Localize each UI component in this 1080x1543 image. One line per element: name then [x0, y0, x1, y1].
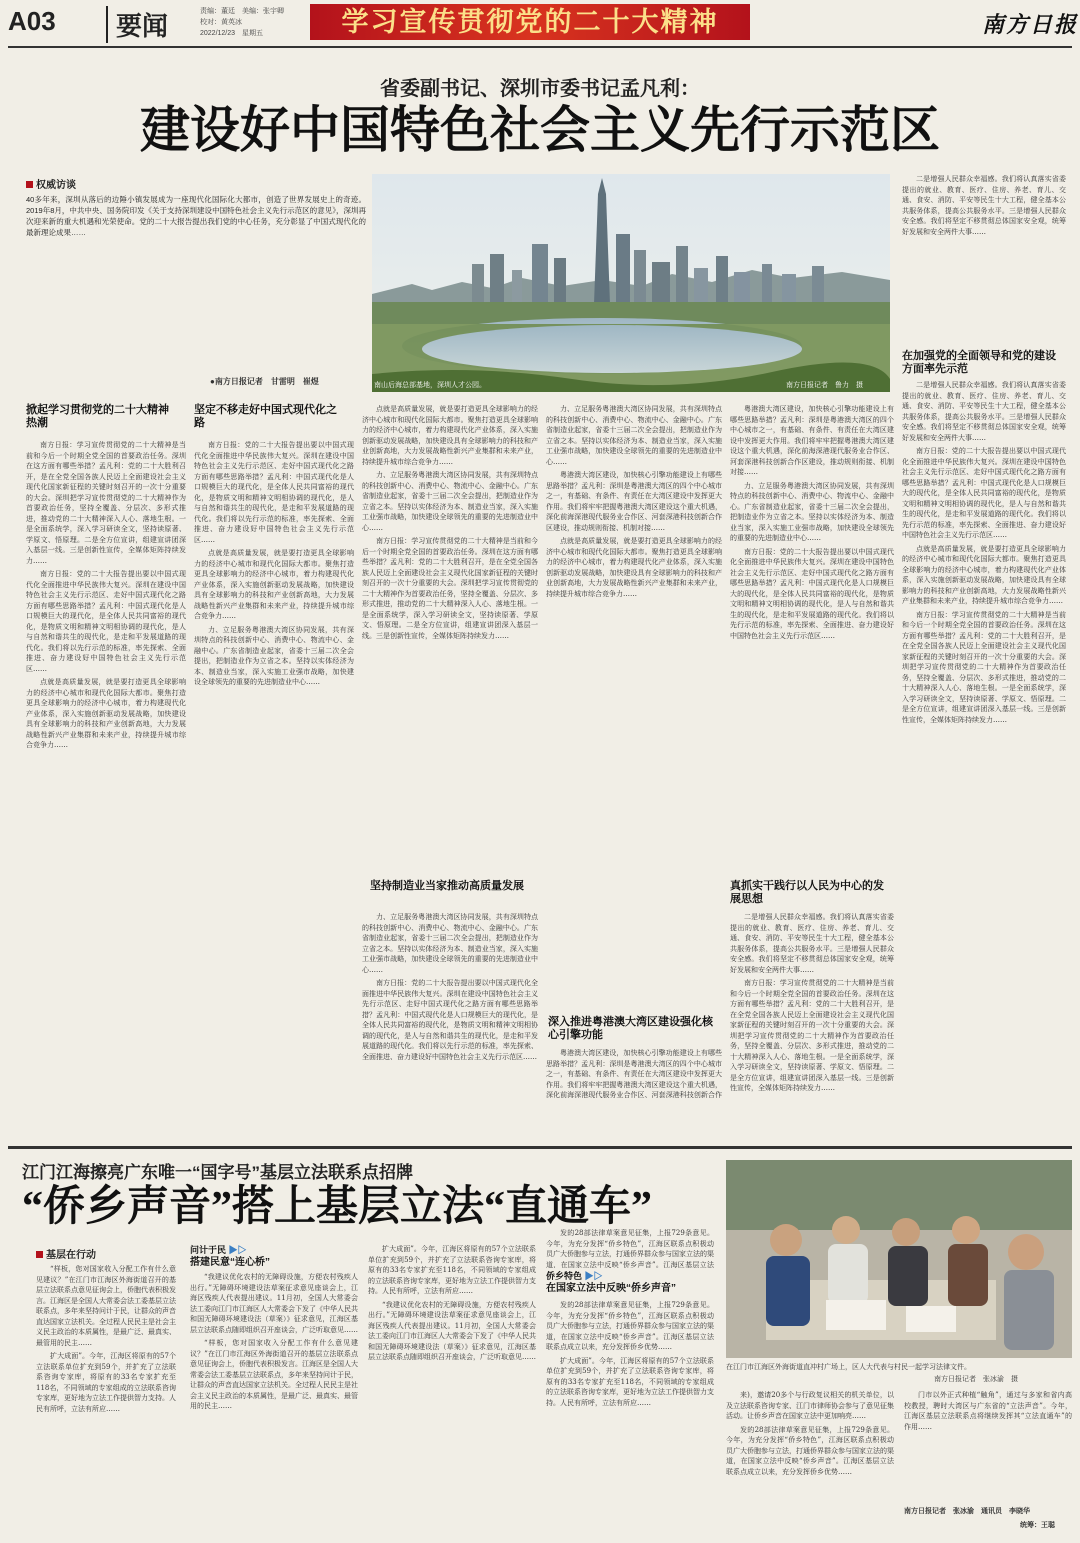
paragraph: “我建议优化农村的无障碍设施，方便农村残疾人出行。”无障碍环境建设法草案征求意见座谈会上，江海区残疾人代表提出建议。11月初，全国人大常委会法工委向江门市江海区人大常委会下发了《中华人民共和国无障碍环境建设法（草案）》征求意见，江海区基层立法联系点随即组织召开座谈会，广泛听取意见……: [190, 1273, 358, 1334]
photo2-caption: 在江门市江海区外海街道直冲村广场上，区人大代表与村民一起学习法律文件。: [726, 1364, 971, 1371]
paragraph: 南方日报：党的二十大报告提出要以中国式现代化全面推进中华民族伟大复兴。深圳在建设中国特色社会主义先行示范区、走好中国式现代化之路方面有哪些思路举措？孟凡利：中国式现代化是人口规模巨大的现代化，是全体人民共同富裕的现代化，是物质文明和精神文明相协调的现代化，是人与自然和谐共生的现代化，是走和平发展道路的现代化。我们将以先行示范的标准，率先探索、全面推进、奋力建设好中国特色社会主义先行示范区……: [362, 979, 538, 1061]
page-number: A03: [8, 6, 56, 36]
article1-col1: [26, 440, 186, 1100]
paragraph: 力、立足服务粤港澳大湾区协同发展，共有深圳特点的科技创新中心、消费中心、物流中心、金融中心。广东省制造业起家，省委十三届二次全会提出，把制造业作为立省之本。坚持以实体经济为本、制造业当家，深入实施工业强市战略，加快建设全球领先的重要的先进制造业中心……: [546, 405, 722, 466]
article1-headline: 建设好中国特色社会主义先行示范区: [140, 102, 940, 158]
subhead-bridge: 搭建民意“连心桥”: [190, 1257, 270, 1268]
paragraph: 二是增强人民群众幸福感。我们将认真落实省委提出的就业、教育、医疗、住房、养老、育儿、交通、食安、消防、平安等民生十大工程，健全基本公共服务体系，提高公共服务水平。三是增强人民群众安全感。我们将坚定不移贯彻总体国家安全观，统筹好发展和安全两件大事……: [902, 175, 1066, 236]
article1-col6-cont: [902, 380, 1066, 1100]
article2-col1: [36, 1264, 176, 1536]
subhead-voice: 在国家立法中反映“侨乡声音”: [546, 1283, 676, 1294]
masthead-logo: 南方日报: [982, 12, 1079, 38]
article1-col3: [362, 404, 538, 884]
paragraph: 粤港澳大湾区建设，加快核心引擎功能建设上有哪些思路举措？孟凡利：深圳是粤港澳大湾区的四个中心城市之一，有基础、有条件、有责任在大湾区建设中发挥更大作用。我们将牢牢把握粤港澳大湾区建设这个重大机遇，深化前海深港现代服务业合作区、河套深港科技创新合作区建设，推动规则衔接、机制对接……: [730, 405, 894, 476]
article1-col4: [546, 404, 722, 1014]
paragraph: 南方日报：学习宣传贯彻党的二十大精神是当前和今后一个时期全党全国的首要政治任务。深圳在这方面有哪些举措？孟凡利：党的二十大胜利召开，是在全党全国各族人民迈上全面建设社会主义现代化国家新征程的关键时刻召开的一次十分重要的大会。深圳把学习宣传贯彻党的二十大精神作为首要政治任务，坚持全覆盖、分层次、多形式推进，推动党的二十大精神深入人心、落地生根。一是全面系统学，深入学习研读全文，坚持读原著、学原文、悟原理。二是全方位宣讲，组建宣讲团深入基层一线。三是创新性宣传，全媒体矩阵持续发力……: [26, 441, 186, 565]
subhead-label: 问计于民: [190, 1245, 227, 1255]
article1-byline: ●南方日报记者 甘雷明 崔煜: [210, 377, 319, 386]
article1-kicker: 省委副书记、深圳市委书记孟凡利：: [380, 78, 700, 100]
article2-byline: 南方日报记者 张冰渝 通讯员 李晓华: [904, 1508, 1030, 1515]
paragraph: 力、立足服务粤港澳大湾区协同发展，共有深圳特点的科技创新中心、消费中心、物流中心、金融中心。广东省制造业起家，省委十三届二次全会提出，把制造业作为立省之本。坚持以实体经济为本、制造业当家，深入实施工业强市战略，加快建设全球领先的重要的先进制造业中心……: [362, 471, 538, 532]
paragraph: 发的28部法律草案意见征集，上报729条意见。今年，为充分发挥“侨乡特色”，江海区联系点积极动员广大侨胞参与立法，打通侨界群众参与国家立法的渠道，在国家立法中反映“侨乡声音”。江海区基层立法: [546, 1229, 714, 1268]
paragraph: 南方日报：学习宣传贯彻党的二十大精神是当前和今后一个时期全党全国的首要政治任务。深圳在这方面有哪些举措？孟凡利：党的二十大胜利召开，是在全党全国各族人民迈上全面建设社会主义现代化国家新征程的关键时刻召开的一次十分重要的大会。深圳把学习宣传贯彻党的二十大精神作为首要政治任务，坚持全覆盖、分层次、多形式推进，推动党的二十大精神深入人心、落地生根。一是全面系统学，深入学习研读全文，坚持读原著、学原文、悟原理。二是全方位宣讲，组建宣讲团深入基层一线。三是创新性宣传，全媒体矩阵持续发力……: [730, 979, 894, 1092]
paragraph: 发的28部法律草案意见征集，上报729条意见。今年，为充分发挥“侨乡特色”，江海区联系点积极动员广大侨胞参与立法，打通侨界群众参与国家立法的渠道，在国家立法中反映“侨乡声音”。江海区基层立法联系点成立以来，充分发挥侨乡优势……: [546, 1301, 714, 1351]
subhead-study: 掀起学习贯彻党的二十大精神热潮: [26, 404, 169, 429]
paragraph: 点就是高质量发展，就是要打造更具全球影响力的经济中心城市和现代化国际大都市。聚焦打造更具全球影响力的经济中心城市，着力构建现代化产业体系，深入实施创新驱动发展战略，加快建设具有全球影响力的科技和产业创新高地，大力发展战略性新兴产业集群和未来产业，持续提升城市综合竞争力……: [902, 544, 1066, 605]
paragraph: 点就是高质量发展，就是要打造更具全球影响力的经济中心城市和现代化国际大都市。聚焦打造更具全球影响力的经济中心城市，着力构建现代化产业体系，深入实施创新驱动发展战略，加快建设具有全球影响力的科技和产业创新高地，大力发展战略性新兴产业集群和未来产业，持续提升城市综合竞争力……: [26, 678, 186, 749]
article2-col4-top: [546, 1228, 714, 1268]
article2-tag: 基层在行动: [36, 1246, 96, 1261]
paragraph: 扩大成面”。今年，江海区将原有的57个立法联系单位扩充到59个，并扩充了立法联系咨询专家库，将原有的33名专家扩充至118名，不同领域的专家组成的立法联系咨询专家库，更好地为立法工作提供智力支持。人民有所呼，立法有所应……: [546, 1356, 714, 1407]
meta-line: 责编：董廷 美编：张宇卿: [200, 8, 284, 15]
paragraph: 粤港澳大湾区建设，加快核心引擎功能建设上有哪些思路举措？孟凡利：深圳是粤港澳大湾区的四个中心城市之一，有基础、有条件、有责任在大湾区建设中发挥更大作用。我们将牢牢把握粤港澳大湾区建设这个重大机遇，深化前海深港现代服务业合作区、河套深港科技创新合作区建设，推动规则衔接、机制对接……: [546, 471, 722, 532]
paragraph: 力、立足服务粤港澳大湾区协同发展，共有深圳特点的科技创新中心、消费中心、物流中心、金融中心。广东省制造业起家，省委十三届二次全会提出，把制造业作为立省之本。坚持以实体经济为本、制造业当家，深入实施工业强市战略，加快建设全球领先的重要的先进制造业中心……: [362, 913, 538, 974]
paragraph: 二是增强人民群众幸福感。我们将认真落实省委提出的就业、教育、医疗、住房、养老、育儿、交通、食安、消防、平安等民生十大工程，健全基本公共服务体系，提高公共服务水平。三是增强人民群众安全感。我们将坚定不移贯彻总体国家安全观，统筹好发展和安全两件大事……: [902, 381, 1066, 442]
article1-col5-cont: [730, 912, 894, 1100]
subhead-people-centered: 真抓实干践行以人民为中心的发展思想: [730, 880, 884, 905]
article1-col4-cont: [546, 1048, 722, 1100]
article2-col4: [546, 1300, 714, 1536]
subhead-label: 侨乡特色: [546, 1271, 583, 1281]
paragraph: 发的28部法律草案意见征集，上报729条意见。今年，为充分发挥“侨乡特色”，江海区联系点积极动员广大侨胞参与立法，打通侨界群众参与国家立法的渠道，在国家立法中反映“侨乡声音”。江海区基层立法联系点成立以来，充分发挥侨乡优势……: [726, 1425, 894, 1476]
article2-kicker: 江门江海擦亮广东唯一“国字号”基层立法联系点招牌: [22, 1163, 413, 1182]
paragraph: 扩大成面”。今年，江海区将原有的57个立法联系单位扩充到59个，并扩充了立法联系咨询专家库，将原有的33名专家扩充至118名，不同领域的专家组成的立法联系咨询专家库，更好地为立法工作提供智力支持。人民有所呼，立法有所应……: [36, 1352, 176, 1413]
paragraph: 点就是高质量发展，就是要打造更具全球影响力的经济中心城市和现代化国际大都市。聚焦打造更具全球影响力的经济中心城市，着力构建现代化产业体系，深入实施创新驱动发展战略，加快建设具有全球影响力的科技和产业创新高地，大力发展战略性新兴产业集群和未来产业，持续提升城市综合竞争力……: [194, 549, 354, 620]
article1-col3-cont: [362, 912, 538, 1100]
paragraph: 来)，邀请20多个与行政复议相关的机关单位，以及立法联系咨询专家、江门市律师协会参与了意见征集活动。让侨乡声音在国家立法中更加响亮……: [726, 1391, 894, 1420]
shenzhen-skyline-photo: [372, 174, 890, 392]
article2-col3: [368, 1244, 536, 1536]
meta-line: 2022/12/23 星期五: [200, 30, 264, 37]
photo2-credit: 南方日报记者 张冰渝 摄: [934, 1376, 1018, 1383]
paragraph: 门市以外正式种植“触角”，通过与多家和省内高校教授，聘时大湾区与广东省的“立法声音”。今年，江海区基层立法联系点将继续发挥其“立法直通车”的作用……: [904, 1391, 1072, 1431]
article1-col6: [902, 174, 1066, 344]
paragraph: 二是增强人民群众幸福感。我们将认真落实省委提出的就业、教育、医疗、住房、养老、育儿、交通、食安、消防、平安等民生十大工程，健全基本公共服务体系，提高公共服务水平。三是增强人民群众安全感。我们将坚定不移贯彻总体国家安全观，统筹好发展和安全两件大事……: [730, 913, 894, 974]
paragraph: 粤港澳大湾区建设，加快核心引擎功能建设上有哪些思路举措？孟凡利：深圳是粤港澳大湾区的四个中心城市之一，有基础、有条件、有责任在大湾区建设中发挥更大作用。我们将牢牢把握粤港澳大湾区建设这个重大机遇，深化前海深港现代服务业合作区、河套深港科技创新合作: [546, 1049, 722, 1099]
article2-col6: [904, 1390, 1072, 1500]
paragraph: 南方日报：党的二十大报告提出要以中国式现代化全面推进中华民族伟大复兴。深圳在建设中国特色社会主义先行示范区、走好中国式现代化之路方面有哪些思路举措？孟凡利：中国式现代化是人口规模巨大的现代化，是全体人民共同富裕的现代化，是物质文明和精神文明相协调的现代化，是人与自然和谐共生的现代化，是走和平发展道路的现代化。我们将以先行示范的标准，率先探索、全面推进、奋力建设好中国特色社会主义先行示范区……: [194, 441, 354, 544]
skyline-illustration: [372, 174, 890, 392]
paragraph: 南方日报：学习宣传贯彻党的二十大精神是当前和今后一个时期全党全国的首要政治任务。深圳在这方面有哪些举措？孟凡利：党的二十大胜利召开，是在全党全国各族人民迈上全面建设社会主义现代化国家新征程的关键时刻召开的一次十分重要的大会。深圳把学习宣传贯彻党的二十大精神作为首要政治任务，坚持全覆盖、分层次、多形式推进，推动党的二十大精神深入人心、落地生根。一是全面系统学，深入学习研读全文，坚持读原著、学原文、悟原理。二是全方位宣讲，组建宣讲团深入基层一线。三是创新性宣传，全媒体矩阵持续发力……: [902, 610, 1066, 724]
article2-headline: “侨乡声音”搭上基层立法“直通车”: [22, 1184, 653, 1230]
villagers-photo: [726, 1160, 1072, 1358]
paragraph: 南方日报：党的二十大报告提出要以中国式现代化全面推进中华民族伟大复兴。深圳在建设中国特色社会主义先行示范区、走好中国式现代化之路方面有哪些思路举措？孟凡利：中国式现代化是人口规模巨大的现代化，是全体人民共同富裕的现代化，是物质文明和精神文明相协调的现代化，是人与自然和谐共生的现代化，是走和平发展道路的现代化。我们将以先行示范的标准，率先探索、全面推进、奋力建设好中国特色社会主义先行示范区……: [26, 570, 186, 673]
article1-col5: [730, 404, 894, 844]
villagers-illustration: [726, 1160, 1072, 1358]
article1-lead: 40多年来，深圳从落后的边陲小镇发展成为一座现代化国际化大都市，创造了世界发展史上的奇迹。2019年8月，中共中央、国务院印发《关于支持深圳建设中国特色社会主义先行示范区的意见》，深圳再次迎来新的重大机遇和光荣使命。党的二十大报告提出我们党的中心任务，充分彰显了中国式现代化的最新理论成果……: [26, 195, 366, 237]
paragraph: 南方日报：党的二十大报告提出要以中国式现代化全面推进中华民族伟大复兴。深圳在建设中国特色社会主义先行示范区、走好中国式现代化之路方面有哪些思路举措？孟凡利：中国式现代化是人口规模巨大的现代化，是全体人民共同富裕的现代化，是物质文明和精神文明相协调的现代化，是人与自然和谐共生的现代化，是走和平发展道路的现代化。我们将以先行示范的标准，率先探索、全面推进、奋力建设好中国特色社会主义先行示范区……: [730, 547, 894, 640]
paragraph: 力、立足服务粤港澳大湾区协同发展，共有深圳特点的科技创新中心、消费中心、物流中心、金融中心。广东省制造业起家，省委十三届二次全会提出，把制造业作为立省之本。坚持以实体经济为本、制造业当家，深入实施工业强市战略，加快建设全球领先的重要的先进制造业中心……: [730, 481, 894, 542]
article-divider: [8, 1146, 1072, 1149]
section-name: 要闻: [106, 6, 168, 43]
paragraph: “样板，您对国家收入分配工作有什么意见建议？”在江门市江海区外海街道召开的基层立法联系点意见征询会上，侨胞代表积极发言。江海区是全国人大常委会法工委基层立法联系点，多年来坚持问计于民，让群众的声音直达国家立法机关。全过程人民民主是社会主义民主政治的本质属性，是最广泛、最真实、最管用的民主……: [190, 1339, 358, 1410]
photo-credit: 南方日报记者 鲁力 摄: [786, 382, 863, 389]
arrow-icon: ▶▷: [582, 1271, 603, 1281]
subhead-party-building: 在加强党的全面领导和党的建设方面率先示范: [902, 350, 1056, 375]
paragraph: 南方日报：学习宣传贯彻党的二十大精神是当前和今后一个时期全党全国的首要政治任务。深圳在这方面有哪些举措？孟凡利：党的二十大胜利召开，是在全党全国各族人民迈上全面建设社会主义现代化国家新征程的关键时刻召开的一次十分重要的大会。深圳把学习宣传贯彻党的二十大精神作为首要政治任务，坚持全覆盖、分层次、多形式推进，推动党的二十大精神深入人心、落地生根。一是全面系统学，深入学习研读全文，坚持读原著、学原文、悟原理。二是全方位宣讲，组建宣讲团深入基层一线。三是创新性宣传，全媒体矩阵持续发力……: [362, 537, 538, 640]
subhead-greater-bay: 深入推进粤港澳大湾区建设强化核心引擎功能: [548, 1016, 713, 1041]
paragraph: “样板，您对国家收入分配工作有什么意见建议？”在江门市江海区外海街道召开的基层立法联系点意见征询会上，侨胞代表积极发言。江海区是全国人大常委会法工委基层立法联系点，多年来坚持问计于民，让群众的声音直达国家立法机关。全过程人民民主是社会主义民主政治的本质属性，是最广泛、最真实、最管用的民主……: [36, 1265, 176, 1347]
theme-banner: 学习宣传贯彻党的二十大精神: [310, 4, 750, 40]
article2-editor: 统筹：王聪: [1020, 1522, 1055, 1529]
article2-col2: [190, 1272, 358, 1536]
paragraph: 点就是高质量发展，就是要打造更具全球影响力的经济中心城市和现代化国际大都市。聚焦打造更具全球影响力的经济中心城市，着力构建现代化产业体系，深入实施创新驱动发展战略，加快建设具有全球影响力的科技和产业创新高地，大力发展战略性新兴产业集群和未来产业，持续提升城市综合竞争力……: [546, 537, 722, 598]
photo-caption: 南山后海总部基地，深圳人才公园。: [374, 382, 486, 389]
paragraph: 力、立足服务粤港澳大湾区协同发展，共有深圳特点的科技创新中心、消费中心、物流中心、金融中心。广东省制造业起家，省委十三届二次全会提出，把制造业作为立省之本。坚持以实体经济为本、制造业当家，深入实施工业强市战略，加快建设全球领先的重要的先进制造业中心……: [194, 625, 354, 686]
paragraph: “我建议优化农村的无障碍设施，方便农村残疾人出行。”无障碍环境建设法草案征求意见座谈会上，江海区残疾人代表提出建议。11月初，全国人大常委会法工委向江门市江海区人大常委会下发了《中华人民共和国无障碍环境建设法（草案）》征求意见，江海区基层立法联系点随即组织召开座谈会，广泛听取意见……: [368, 1300, 536, 1361]
arrow-icon: ▶▷: [226, 1245, 247, 1255]
meta-line: 校对：黄英冰: [200, 19, 242, 26]
article2-col5: [726, 1390, 894, 1536]
header-rule: [8, 46, 1072, 48]
article1-tag: 权威访谈: [26, 176, 76, 191]
paragraph: 南方日报：党的二十大报告提出要以中国式现代化全面推进中华民族伟大复兴。深圳在建设中国特色社会主义先行示范区、走好中国式现代化之路方面有哪些思路举措？孟凡利：中国式现代化是人口规模巨大的现代化，是全体人民共同富裕的现代化，是物质文明和精神文明相协调的现代化，是人与自然和谐共生的现代化，是走和平发展道路的现代化。我们将以先行示范的标准，率先探索、全面推进、奋力建设好中国特色社会主义先行示范区……: [902, 447, 1066, 539]
paragraph: 扩大成面”。今年，江海区将原有的57个立法联系单位扩充到59个，并扩充了立法联系咨询专家库，将原有的33名专家扩充至118名，不同领域的专家组成的立法联系咨询专家库，更好地为立法工作提供智力支持。人民有所呼，立法有所应……: [368, 1245, 536, 1295]
editor-meta: [200, 6, 284, 39]
article1-col2: [194, 440, 354, 1100]
subhead-modernization: 坚定不移走好中国式现代化之路: [194, 404, 337, 429]
subhead-manufacturing: 坚持制造业当家推动高质量发展: [370, 880, 524, 892]
paragraph: 点就是高质量发展，就是要打造更具全球影响力的经济中心城市和现代化国际大都市。聚焦打造更具全球影响力的经济中心城市，着力构建现代化产业体系，深入实施创新驱动发展战略，加快建设具有全球影响力的科技和产业创新高地，大力发展战略性新兴产业集群和未来产业，持续提升城市综合竞争力……: [362, 405, 538, 466]
